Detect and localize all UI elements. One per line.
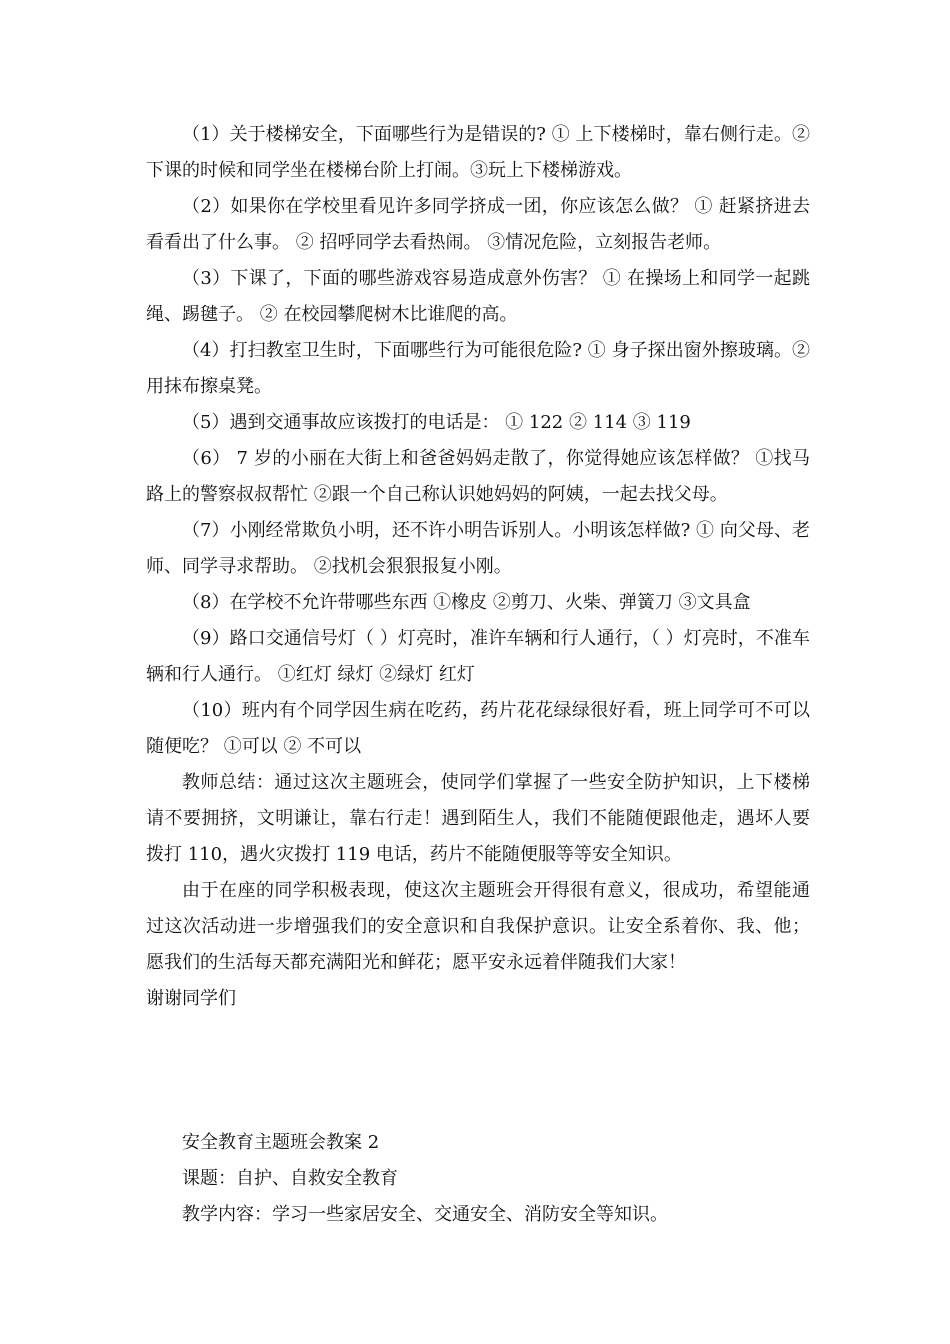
question-10: （10）班内有个同学因生病在吃药，药片花花绿绿很好看，班上同学可不可以随便吃？ ①可以 ② 不可以	[146, 700, 810, 757]
question-4: （4）打扫教室卫生时，下面哪些行为可能很危险? ① 身子探出窗外擦玻璃。②用抹布擦桌凳。	[146, 340, 810, 397]
question-7: （7）小刚经常欺负小明，还不许小明告诉别人。小明该怎样做? ① 向父母、老师、同学寻求帮助。 ②找机会狠狠报复小刚。	[146, 520, 810, 577]
question-5: （5）遇到交通事故应该拨打的电话是： ① 122 ② 114 ③ 119	[182, 412, 691, 433]
teacher-summary: 教师总结：通过这次主题班会，使同学们掌握了一些安全防护知识，上下楼梯请不要拥挤，文明谦让，靠右行走！遇到陌生人，我们不能随便跟他走，遇坏人要拨打 110，遇火灾拨打 119 电话，药片不能随便服等等安全知识。	[146, 772, 810, 865]
thanks-line: 谢谢同学们	[146, 988, 236, 1009]
closing-paragraph: 由于在座的同学积极表现，使这次主题班会开得很有意义，很成功，希望能通过这次活动进一步增强我们的安全意识和自我保护意识。让安全系着你、我、他；愿我们的生活每天都充满阳光和鲜花；愿平安永远着伴随我们大家！	[146, 880, 810, 973]
question-9: （9）路口交通信号灯（ ）灯亮时，准许车辆和行人通行，（ ）灯亮时，不准车辆和行人通行。 ①红灯 绿灯 ②绿灯 红灯	[146, 628, 810, 685]
question-8: （8）在学校不允许带哪些东西 ①橡皮 ②剪刀、火柴、弹簧刀 ③文具盒	[182, 592, 751, 613]
lesson2-content: 教学内容：学习一些家居安全、交通安全、消防安全等知识。	[182, 1204, 668, 1225]
lesson2-title: 安全教育主题班会教案 2	[182, 1132, 380, 1153]
question-2: （2）如果你在学校里看见许多同学挤成一团，你应该怎么做？ ① 赶紧挤进去看看出了什么事。 ② 招呼同学去看热闹。 ③情况危险，立刻报告老师。	[146, 196, 810, 253]
question-6: （6） 7 岁的小丽在大街上和爸爸妈妈走散了，你觉得她应该怎样做？ ①找马路上的警察叔叔帮忙 ②跟一个自己称认识她妈妈的阿姨，一起去找父母。	[146, 448, 810, 505]
question-3: （3）下课了，下面的哪些游戏容易造成意外伤害？ ① 在操场上和同学一起跳绳、踢毽子。 ② 在校园攀爬树木比谁爬的高。	[146, 268, 810, 325]
question-1: （1）关于楼梯安全，下面哪些行为是错误的? ① 上下楼梯时，靠右侧行走。②下课的时候和同学坐在楼梯台阶上打闹。③玩上下楼梯游戏。	[146, 124, 810, 181]
lesson2-topic: 课题：自护、自救安全教育	[182, 1168, 398, 1189]
document-body	[146, 117, 810, 1233]
section-spacer	[146, 1017, 810, 1125]
